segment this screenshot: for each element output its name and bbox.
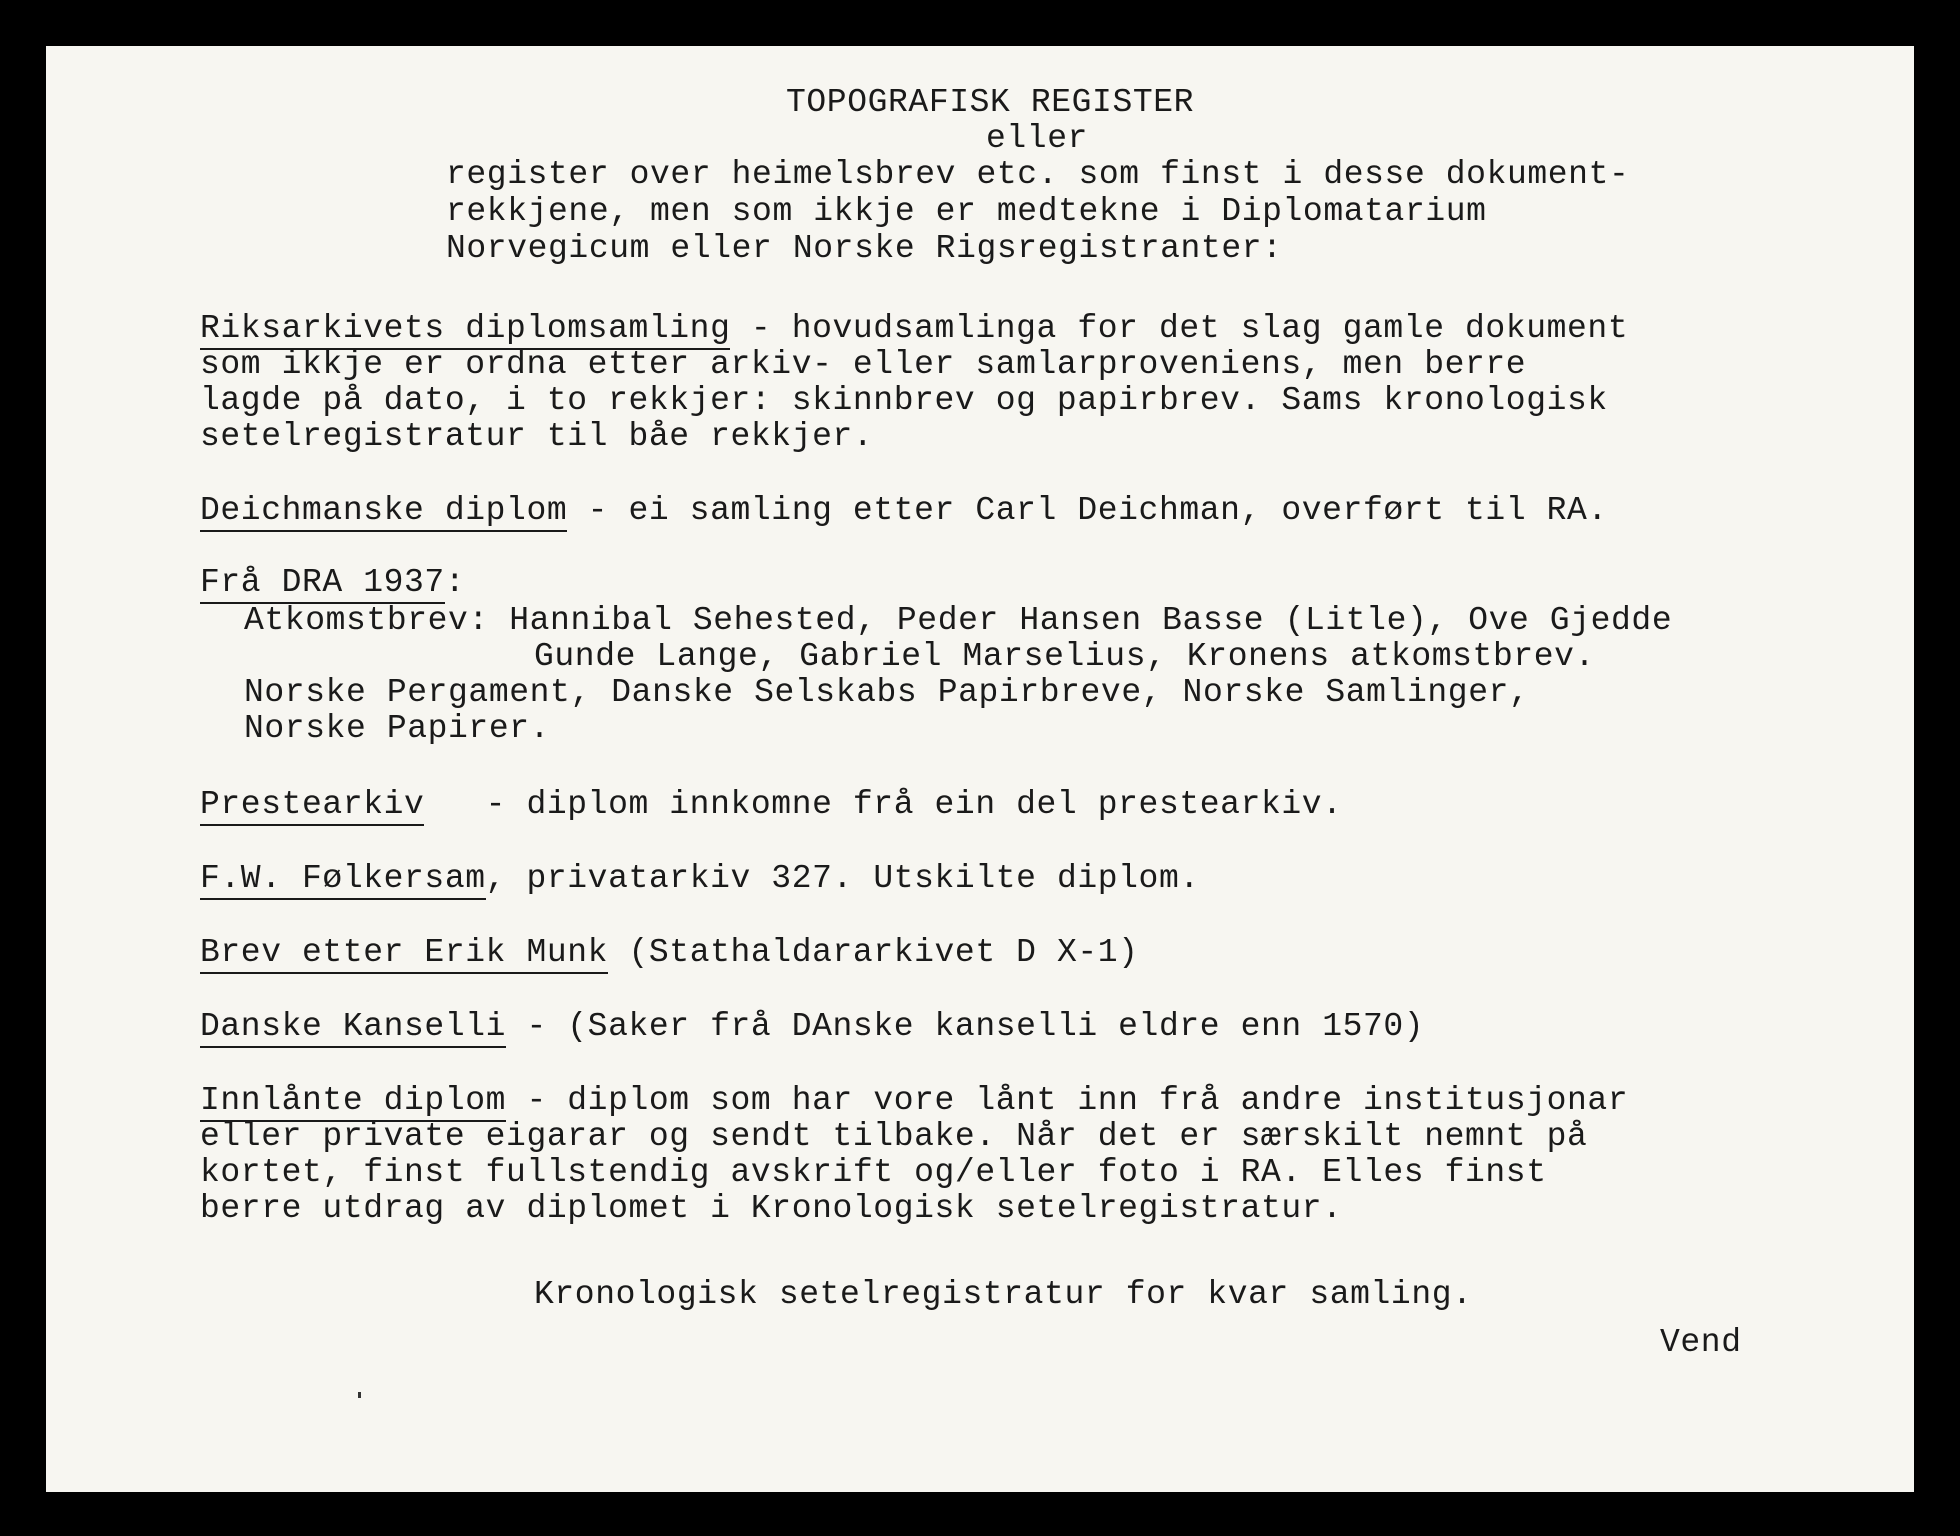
entry-dra-line — [200, 564, 465, 602]
entry-prestearkiv-description: - diplom innkomne frå ein del prestearkiv. — [424, 786, 1343, 823]
entry-innlante-line-2: eller private eigarar og sendt tilbake. Når det er særskilt nemnt på — [200, 1118, 1588, 1155]
footer-vend: Vend — [1660, 1324, 1742, 1361]
entry-riksarkivet-line-3: lagde på dato, i to rekkjer: skinnbrev og papirbrev. Sams kronologisk — [200, 382, 1608, 419]
entry-folkersam-description: , privatarkiv 327. Utskilte diplom. — [485, 860, 1200, 897]
entry-munk-description: (Stathaldararkivet D X-1) — [608, 934, 1139, 971]
entry-innlante-heading: Innlånte diplom — [200, 1082, 506, 1122]
ink-speck — [358, 1392, 361, 1398]
entry-innlante-first-line — [200, 1082, 1628, 1120]
entry-deichmanske-description: - ei samling etter Carl Deichman, overført til RA. — [567, 492, 1608, 529]
entry-innlante-description: - diplom som har vore lånt inn frå andre institusjonar — [506, 1082, 1629, 1119]
entry-folkersam-heading: F.W. Følkersam — [200, 860, 486, 900]
entry-innlante-line-4: berre utdrag av diplomet i Kronologisk setelregistratur. — [200, 1190, 1343, 1227]
entry-dra-colon: : — [444, 564, 466, 601]
entry-riksarkivet-description: - hovudsamlinga for det slag gamle dokument — [730, 310, 1629, 347]
entry-dra-atkomstbrev: Atkomstbrev: Hannibal Sehested, Peder Hansen Basse (Litle), Ove Gjedde — [244, 602, 1673, 639]
footer-note: Kronologisk setelregistratur for kvar samling. — [534, 1276, 1473, 1313]
entry-kanselli-description: - (Saker frå DAnske kanselli eldre enn 1570) — [506, 1008, 1425, 1045]
entry-dra-papirer: Norske Papirer. — [244, 710, 551, 747]
entry-riksarkivet-first-line — [200, 310, 1628, 348]
entry-dra-samlinger: Norske Pergament, Danske Selskabs Papirbreve, Norske Samlinger, — [244, 674, 1530, 711]
entry-prestearkiv-line — [200, 786, 1343, 824]
intro-line-2: rekkjene, men som ikkje er medtekne i Diplomatarium — [446, 193, 1487, 230]
entry-folkersam-line — [200, 860, 1200, 898]
entry-riksarkivet-line-2: som ikkje er ordna etter arkiv- eller samlarproveniens, men berre — [200, 346, 1527, 383]
entry-dra-atkomstbrev-cont: Gunde Lange, Gabriel Marselius, Kronens atkomstbrev. — [534, 638, 1595, 675]
entry-riksarkivet-line-4: setelregistratur til båe rekkjer. — [200, 418, 874, 455]
index-card — [46, 46, 1914, 1492]
entry-munk-heading: Brev etter Erik Munk — [200, 934, 608, 974]
entry-innlante-line-3: kortet, finst fullstendig avskrift og/eller foto i RA. Elles finst — [200, 1154, 1547, 1191]
entry-munk-line — [200, 934, 1139, 972]
entry-deichmanske-heading: Deichmanske diplom — [200, 492, 567, 532]
entry-kanselli-line — [200, 1008, 1424, 1046]
card-subtitle-eller: eller — [986, 120, 1089, 157]
intro-line-3: Norvegicum eller Norske Rigsregistranter: — [446, 230, 1283, 267]
entry-dra-heading: Frå DRA 1937 — [200, 564, 445, 604]
entry-prestearkiv-heading: Prestearkiv — [200, 786, 424, 826]
entry-kanselli-heading: Danske Kanselli — [200, 1008, 506, 1048]
card-title: TOPOGRAFISK REGISTER — [786, 84, 1195, 121]
entry-riksarkivet-heading: Riksarkivets diplomsamling — [200, 310, 730, 350]
entry-deichmanske-line — [200, 492, 1608, 530]
intro-line-1: register over heimelsbrev etc. som finst i desse dokument- — [446, 156, 1630, 193]
